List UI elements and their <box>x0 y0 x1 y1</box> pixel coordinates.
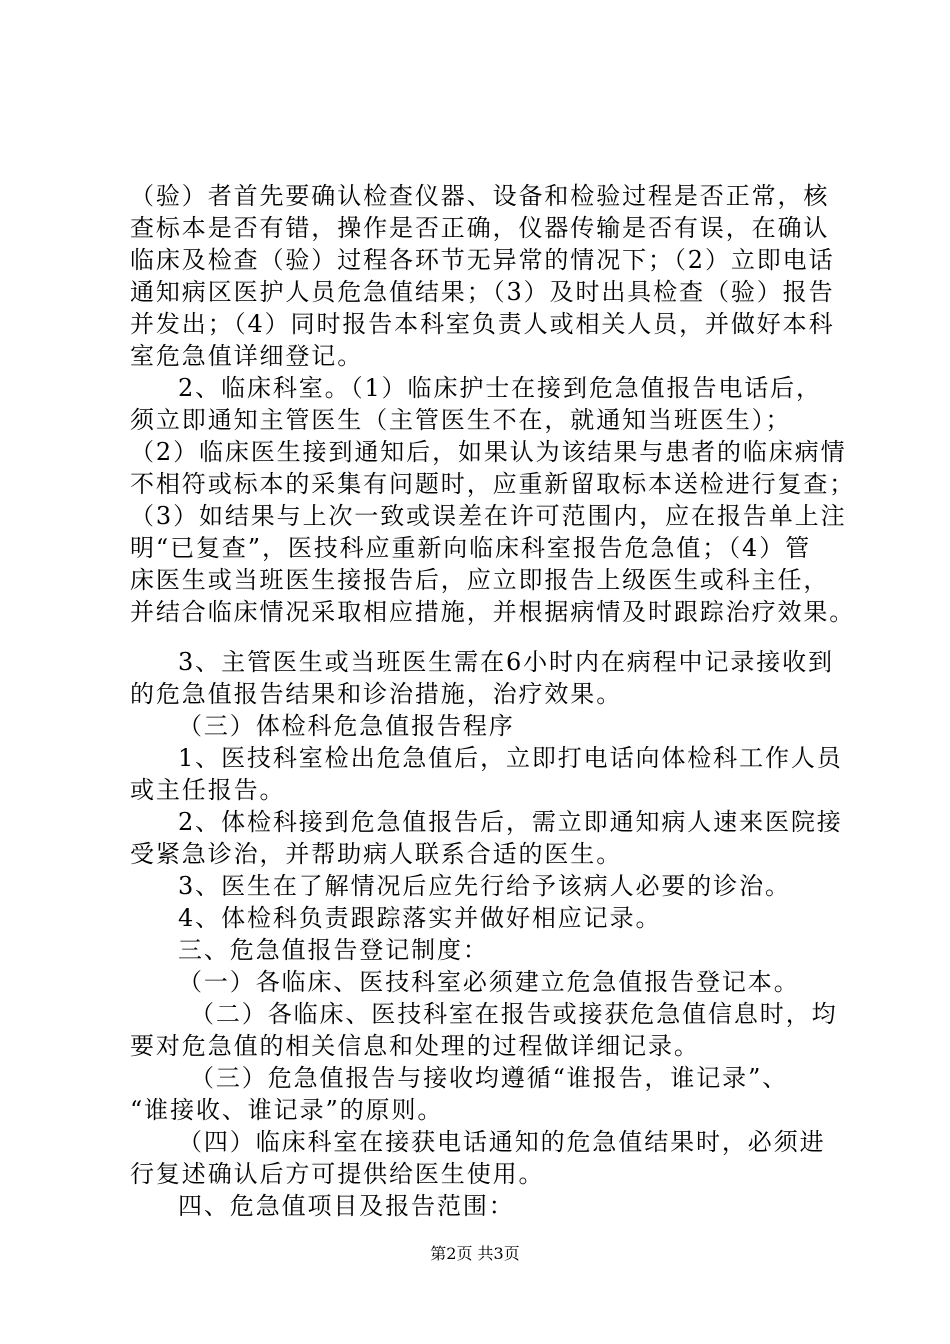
text-line: 要对危急值的相关信息和处理的过程做详细记录。 <box>130 1032 700 1060</box>
text-line: 并结合临床情况采取相应措施，并根据病情及时跟踪治疗效果。 <box>130 598 856 626</box>
page-number: 第2页 共3页 <box>430 1244 520 1263</box>
text-line: 4、体检科负责跟踪落实并做好相应记录。 <box>178 904 662 932</box>
text-line: 通知病区医护人员危急值结果；（3）及时出具检查（验）报告 <box>130 278 835 306</box>
section-heading: 三、危急值报告登记制度： <box>178 936 489 964</box>
text-line: 须立即通知主管医生（主管医生不在，就通知当班医生）； <box>130 406 792 434</box>
text-line: 3、主管医生或当班医生需在6小时内在病程中记录接收到 <box>178 648 834 676</box>
text-line: 或主任报告。 <box>130 776 286 804</box>
text-line: （四）临床科室在接获电话通知的危急值结果时，必须进 <box>178 1128 826 1156</box>
text-line: （2）临床医生接到通知后，如果认为该结果与患者的临床病情 <box>130 438 847 466</box>
text-line: （3）如结果与上次一致或误差在许可范围内，应在报告单上注 <box>130 502 847 530</box>
text-line: 3、医生在了解情况后应先行给予该病人必要的诊治。 <box>178 872 791 900</box>
text-line: 2、体检科接到危急值报告后，需立即通知病人速来医院接 <box>178 808 843 836</box>
text-line: （三）危急值报告与接收均遵循“谁报告，谁记录”、 <box>190 1064 789 1092</box>
text-line: 受紧急诊治，并帮助病人联系合适的医生。 <box>130 840 623 868</box>
section-heading: 四、危急值项目及报告范围： <box>178 1192 515 1220</box>
page-footer <box>0 1244 950 1264</box>
text-line: 并发出；（4）同时报告本科室负责人或相关人员，并做好本科 <box>130 310 835 338</box>
text-line: 临床及检查（验）过程各环节无异常的情况下；（2）立即电话 <box>130 246 835 274</box>
text-line: “谁接收、谁记录”的原则。 <box>130 1096 444 1124</box>
text-line: 明“已复查”，医技科应重新向临床科室报告危急值；（4）管 <box>130 534 812 562</box>
text-line: 2、临床科室。（1）临床护士在接到危急值报告电话后， <box>178 374 822 402</box>
text-line: （一）各临床、医技科室必须建立危急值报告登记本。 <box>178 968 800 996</box>
text-line: 不相符或标本的采集有问题时，应重新留取标本送检进行复查； <box>130 470 856 498</box>
text-line: 床医生或当班医生接报告后，应立即报告上级医生或科主任， <box>130 566 830 594</box>
text-line: 1、医技科室检出危急值后，立即打电话向体检科工作人员 <box>178 744 843 772</box>
text-line: 行复述确认后方可提供给医生使用。 <box>130 1160 545 1188</box>
section-heading: （三）体检科危急值报告程序 <box>178 712 515 740</box>
text-line: 查标本是否有错，操作是否正确，仪器传输是否有误，在确认 <box>130 214 830 242</box>
text-line: 的危急值报告结果和诊治措施，治疗效果。 <box>130 680 623 708</box>
text-line: （二）各临床、医技科室在报告或接获危急值信息时，均 <box>190 1000 838 1028</box>
text-line: 室危急值详细登记。 <box>130 342 364 370</box>
text-line: （验）者首先要确认检查仪器、设备和检验过程是否正常，核 <box>130 182 830 210</box>
